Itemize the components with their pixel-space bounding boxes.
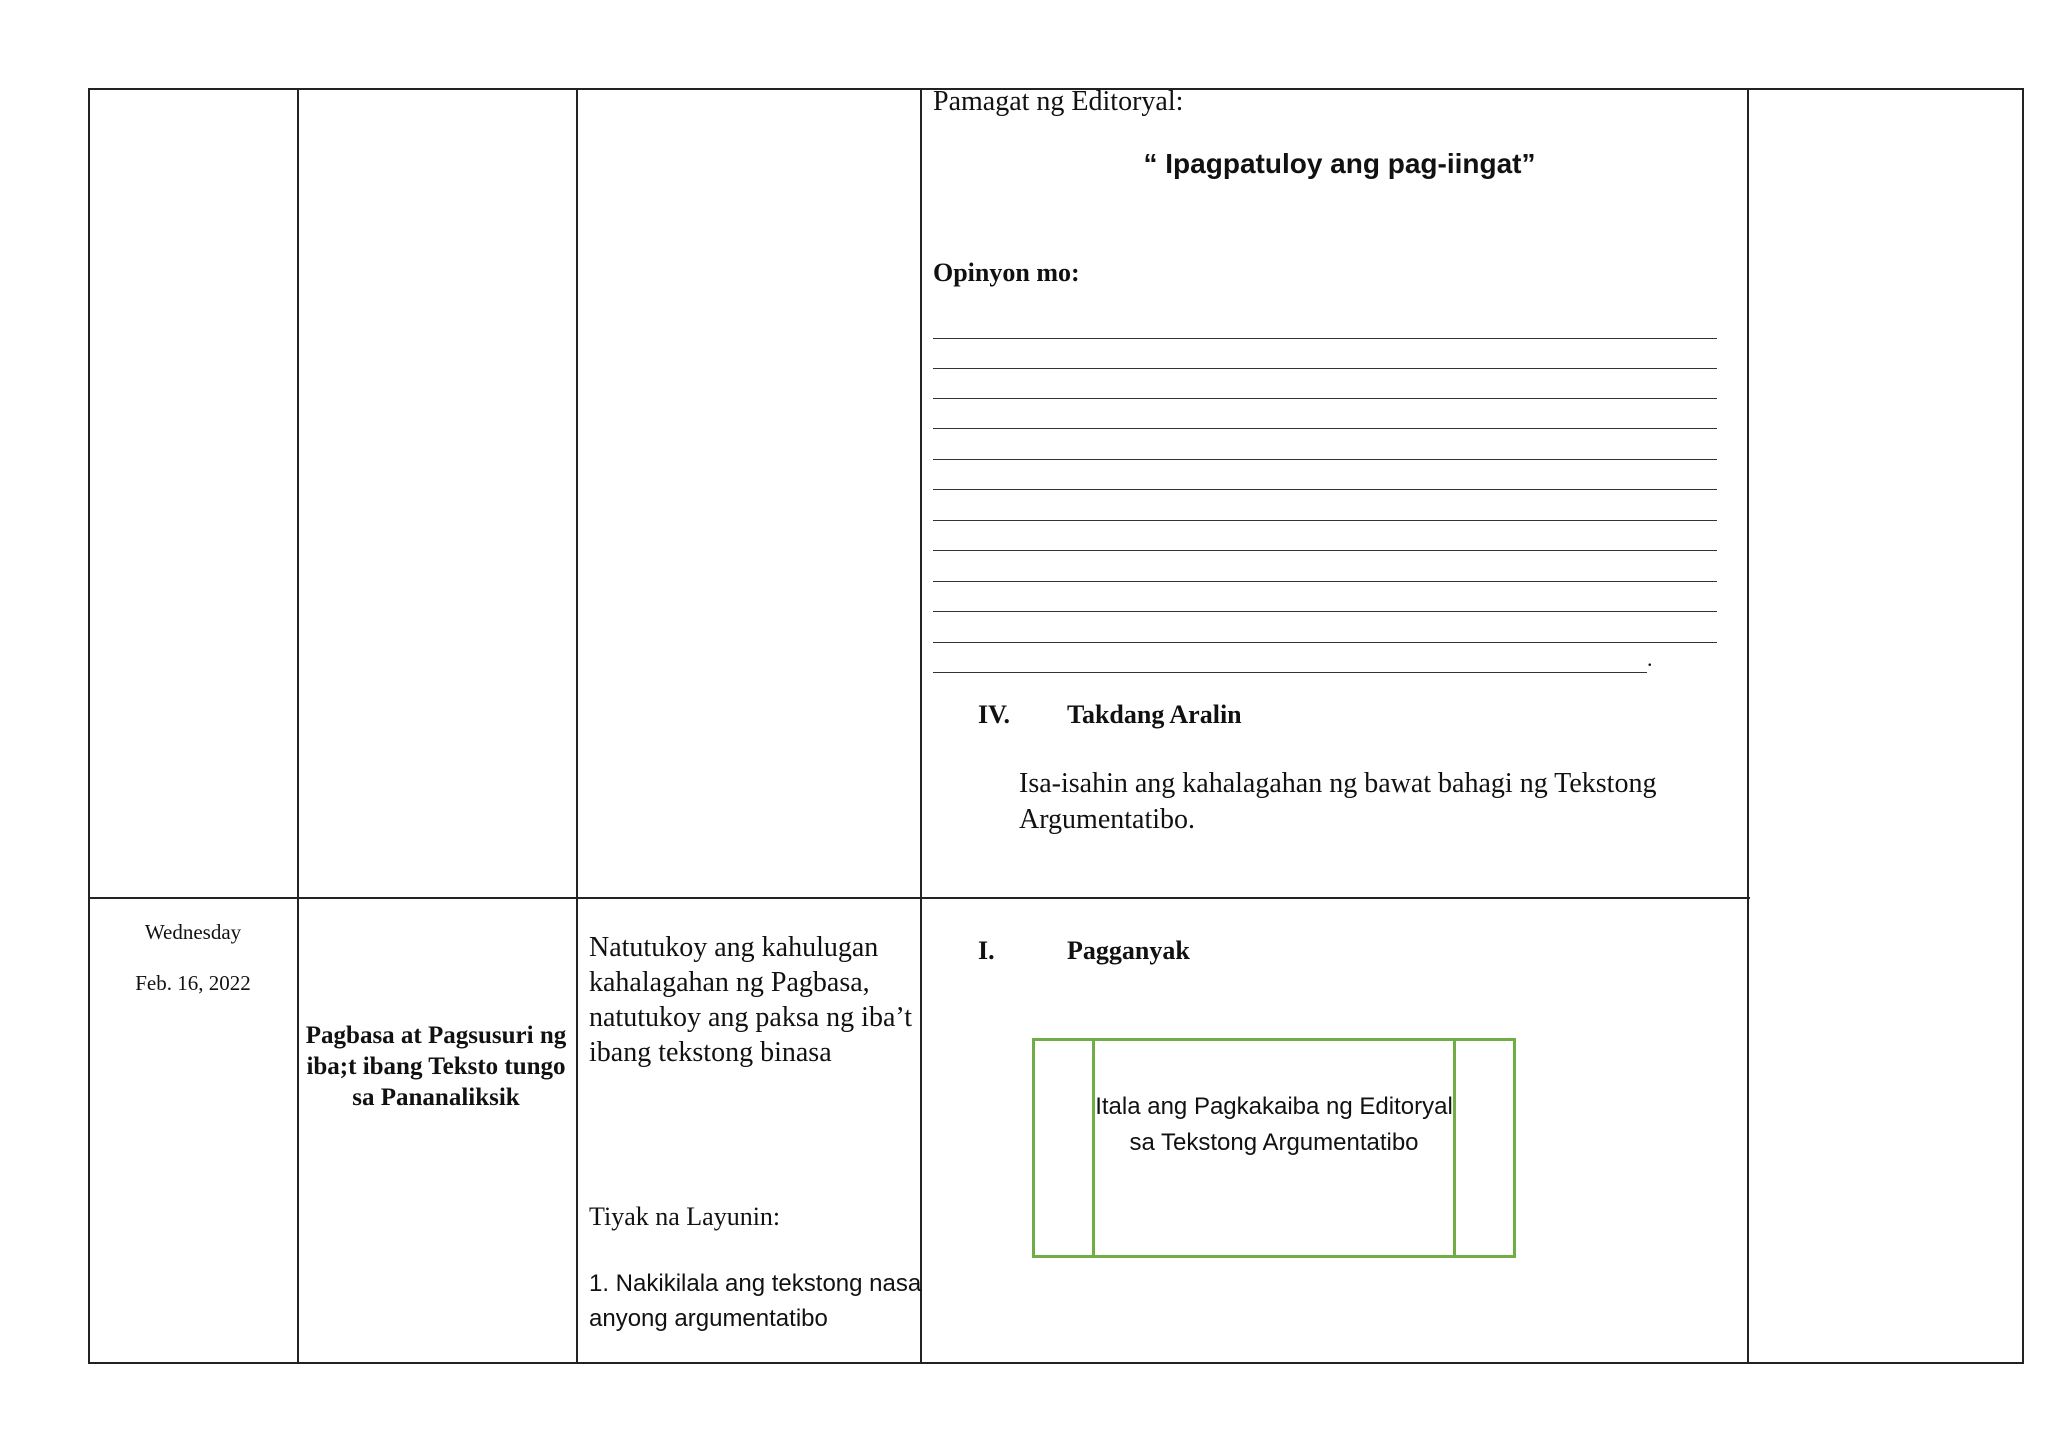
answer-line [933, 581, 1717, 582]
answer-line-last [933, 672, 1647, 673]
answer-line [933, 489, 1717, 490]
col-divider-4 [1747, 88, 1749, 1364]
lesson-day: Wednesday [144, 920, 242, 944]
answer-line [933, 338, 1717, 339]
motivation-number: I. [978, 936, 995, 965]
col-divider-3 [920, 88, 922, 1364]
editorial-title-label: Pamagat ng Editoryal: [933, 86, 1184, 117]
col-divider-1 [297, 88, 299, 1364]
lesson-date: Feb. 16, 2022 [135, 971, 251, 995]
col-border-right [2022, 88, 2024, 1364]
table-bottom-border [88, 1362, 2022, 1364]
activity-box-right-divider [1453, 1041, 1456, 1255]
specific-objective-item: 1. Nakikilala ang tekstong nasa anyong argumentatibo [589, 1270, 922, 1332]
answer-line [933, 459, 1717, 460]
answer-line [933, 611, 1717, 612]
editorial-title: “ Ipagpatuloy ang pag-iingat” [1143, 148, 1536, 179]
answer-line [933, 642, 1717, 643]
answer-line [933, 428, 1717, 429]
activity-box [1032, 1038, 1516, 1258]
motivation-title: Pagganyak [1067, 936, 1190, 965]
opinion-label: Opinyon mo: [933, 258, 1080, 287]
col-border-left [88, 88, 90, 1364]
col-divider-2 [576, 88, 578, 1364]
answer-line [933, 368, 1717, 369]
assignment-text: Isa-isahin ang kahalagahan ng bawat bahagi ng Tekstong Argumentatibo. [1019, 768, 1657, 835]
general-objective: Natutukoy ang kahulugan kahalagahan ng Pagbasa, natutukoy ang paksa ng iba’t ibang tekstong binasa [589, 932, 912, 1068]
row-divider [88, 897, 1750, 899]
assignment-title: Takdang Aralin [1067, 700, 1242, 729]
answer-line-end: . [1647, 646, 1653, 671]
answer-line [933, 398, 1717, 399]
answer-line [933, 520, 1717, 521]
activity-box-text: Itala ang Pagkakaiba ng Editoryal sa Tekstong Argumentatibo [1095, 1093, 1453, 1156]
specific-objective-label: Tiyak na Layunin: [589, 1202, 781, 1231]
assignment-number: IV. [978, 700, 1011, 729]
subject-title: Pagbasa at Pagsusuri ng iba;t ibang Teksto tungo sa Pananaliksik [305, 1022, 567, 1111]
answer-line [933, 550, 1717, 551]
